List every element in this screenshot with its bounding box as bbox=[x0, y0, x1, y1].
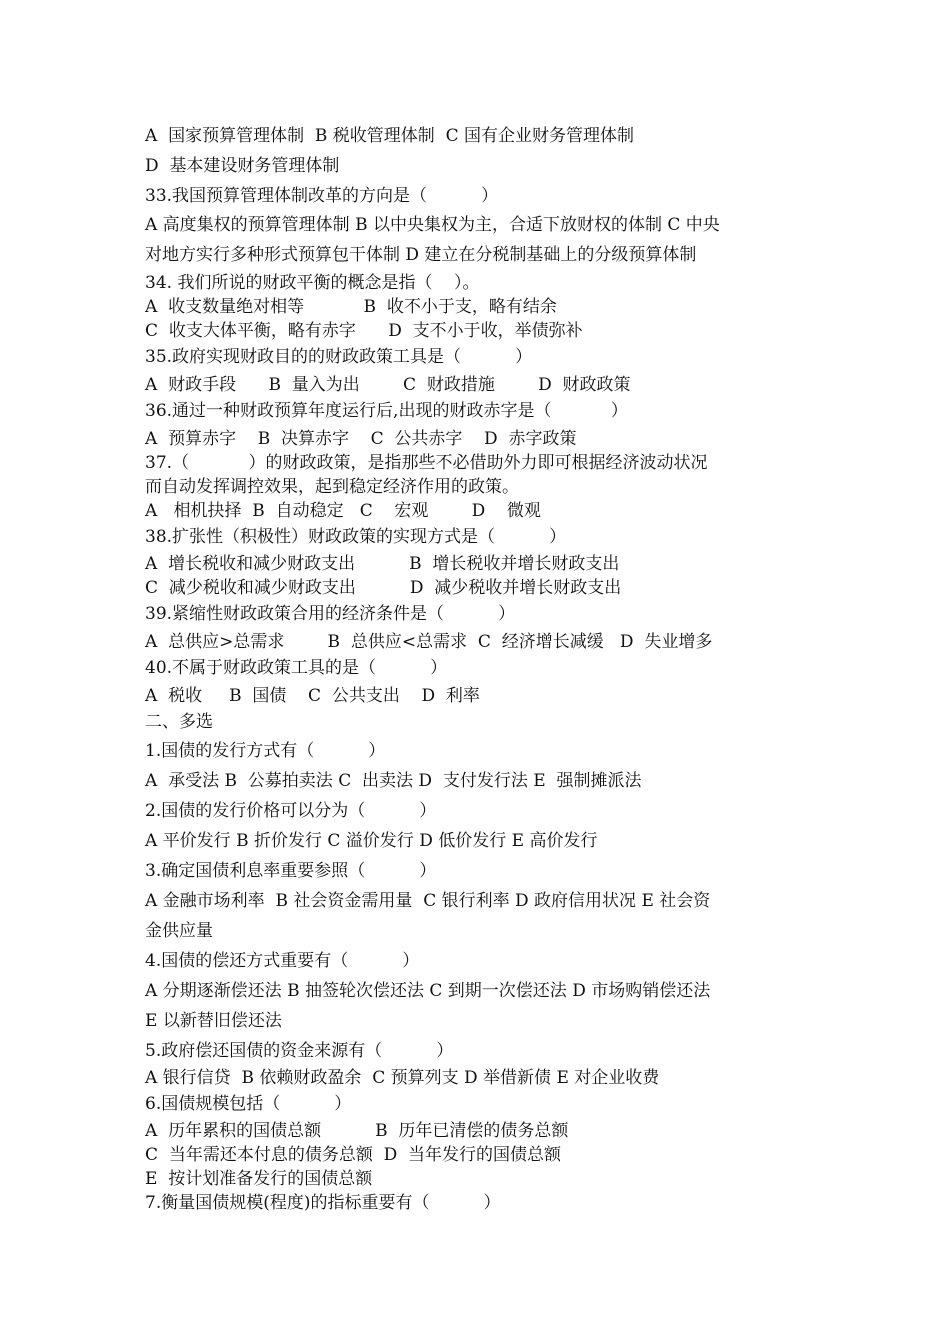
option-line: 对地方实行多种形式预算包干体制 D 建立在分税制基础上的分级预算体制 bbox=[145, 245, 697, 265]
question-line: 36.通过一种财政预算年度运行后,出现的财政赤字是（ ） bbox=[145, 401, 628, 421]
question-line: 35.政府实现财政目的的财政政策工具是（ ） bbox=[145, 347, 533, 367]
question-line: 5.政府偿还国债的资金来源有（ ） bbox=[145, 1041, 454, 1061]
option-line: A 总供应>总需求 B 总供应<总需求 C 经济增长减缓 D 失业增多 bbox=[145, 632, 713, 652]
question-line: 而自动发挥调控效果，起到稳定经济作用的政策。 bbox=[145, 477, 519, 497]
option-line: A 平价发行 B 折价发行 C 溢价发行 D 低价发行 E 高价发行 bbox=[145, 831, 598, 851]
option-line: C 收支大体平衡，略有赤字 D 支不小于收，举债弥补 bbox=[145, 321, 583, 341]
option-line: A 金融市场利率 B 社会资金需用量 C 银行利率 D 政府信用状况 E 社会资 bbox=[145, 891, 711, 911]
option-line: E 按计划准备发行的国债总额 bbox=[145, 1169, 373, 1189]
question-line: 7.衡量国债规模(程度)的指标重要有（ ） bbox=[145, 1193, 501, 1213]
option-line: A 高度集权的预算管理体制 B 以中央集权为主，合适下放财权的体制 C 中央 bbox=[145, 215, 720, 235]
option-line: C 当年需还本付息的债务总额 D 当年发行的国债总额 bbox=[145, 1145, 562, 1165]
option-line: A 增长税收和减少财政支出 B 增长税收并增长财政支出 bbox=[145, 554, 620, 574]
question-line: 3.确定国债利息率重要参照（ ） bbox=[145, 861, 437, 881]
option-line: E 以新替旧偿还法 bbox=[145, 1011, 282, 1031]
question-line: 1.国债的发行方式有（ ） bbox=[145, 741, 386, 761]
section-heading: 二、多选 bbox=[145, 712, 213, 732]
option-line: A 银行信贷 B 依赖财政盈余 C 预算列支 D 举借新债 E 对企业收费 bbox=[145, 1068, 660, 1088]
question-line: 39.紧缩性财政政策合用的经济条件是（ ） bbox=[145, 604, 516, 624]
option-line: A 相机抉择 B 自动稳定 C 宏观 D 微观 bbox=[145, 501, 541, 521]
question-line: 33.我国预算管理体制改革的方向是（ ） bbox=[145, 186, 499, 206]
option-line: A 国家预算管理体制 B 税收管理体制 C 国有企业财务管理体制 bbox=[145, 126, 635, 146]
question-line: 40.不属于财政政策工具的是（ ） bbox=[145, 658, 448, 678]
option-line: A 收支数量绝对相等 B 收不小于支，略有结余 bbox=[145, 297, 557, 317]
option-line: D 基本建设财务管理体制 bbox=[145, 156, 340, 176]
question-line: 37.（ ）的财政政策，是指那些不必借助外力即可根据经济波动状况 bbox=[145, 453, 708, 473]
question-line: 38.扩张性（积极性）财政政策的实现方式是（ ） bbox=[145, 527, 567, 547]
option-line: A 财政手段 B 量入为出 C 财政措施 D 财政政策 bbox=[145, 375, 631, 395]
option-line: A 分期逐渐偿还法 B 抽签轮次偿还法 C 到期一次偿还法 D 市场购销偿还法 bbox=[145, 981, 711, 1001]
option-line: A 预算赤字 B 决算赤字 C 公共赤字 D 赤字政策 bbox=[145, 429, 577, 449]
question-line: 34. 我们所说的财政平衡的概念是指（ ）。 bbox=[145, 273, 480, 293]
option-line: 金供应量 bbox=[145, 921, 213, 941]
question-line: 4.国债的偿还方式重要有（ ） bbox=[145, 951, 420, 971]
option-line: A 税收 B 国债 C 公共支出 D 利率 bbox=[145, 686, 480, 706]
option-line: A 承受法 B 公募拍卖法 C 出卖法 D 支付发行法 E 强制摊派法 bbox=[145, 771, 642, 791]
option-line: C 减少税收和减少财政支出 D 减少税收并增长财政支出 bbox=[145, 578, 622, 598]
question-line: 6.国债规模包括（ ） bbox=[145, 1094, 352, 1114]
question-line: 2.国债的发行价格可以分为（ ） bbox=[145, 801, 437, 821]
option-line: A 历年累积的国债总额 B 历年已清偿的债务总额 bbox=[145, 1121, 569, 1141]
